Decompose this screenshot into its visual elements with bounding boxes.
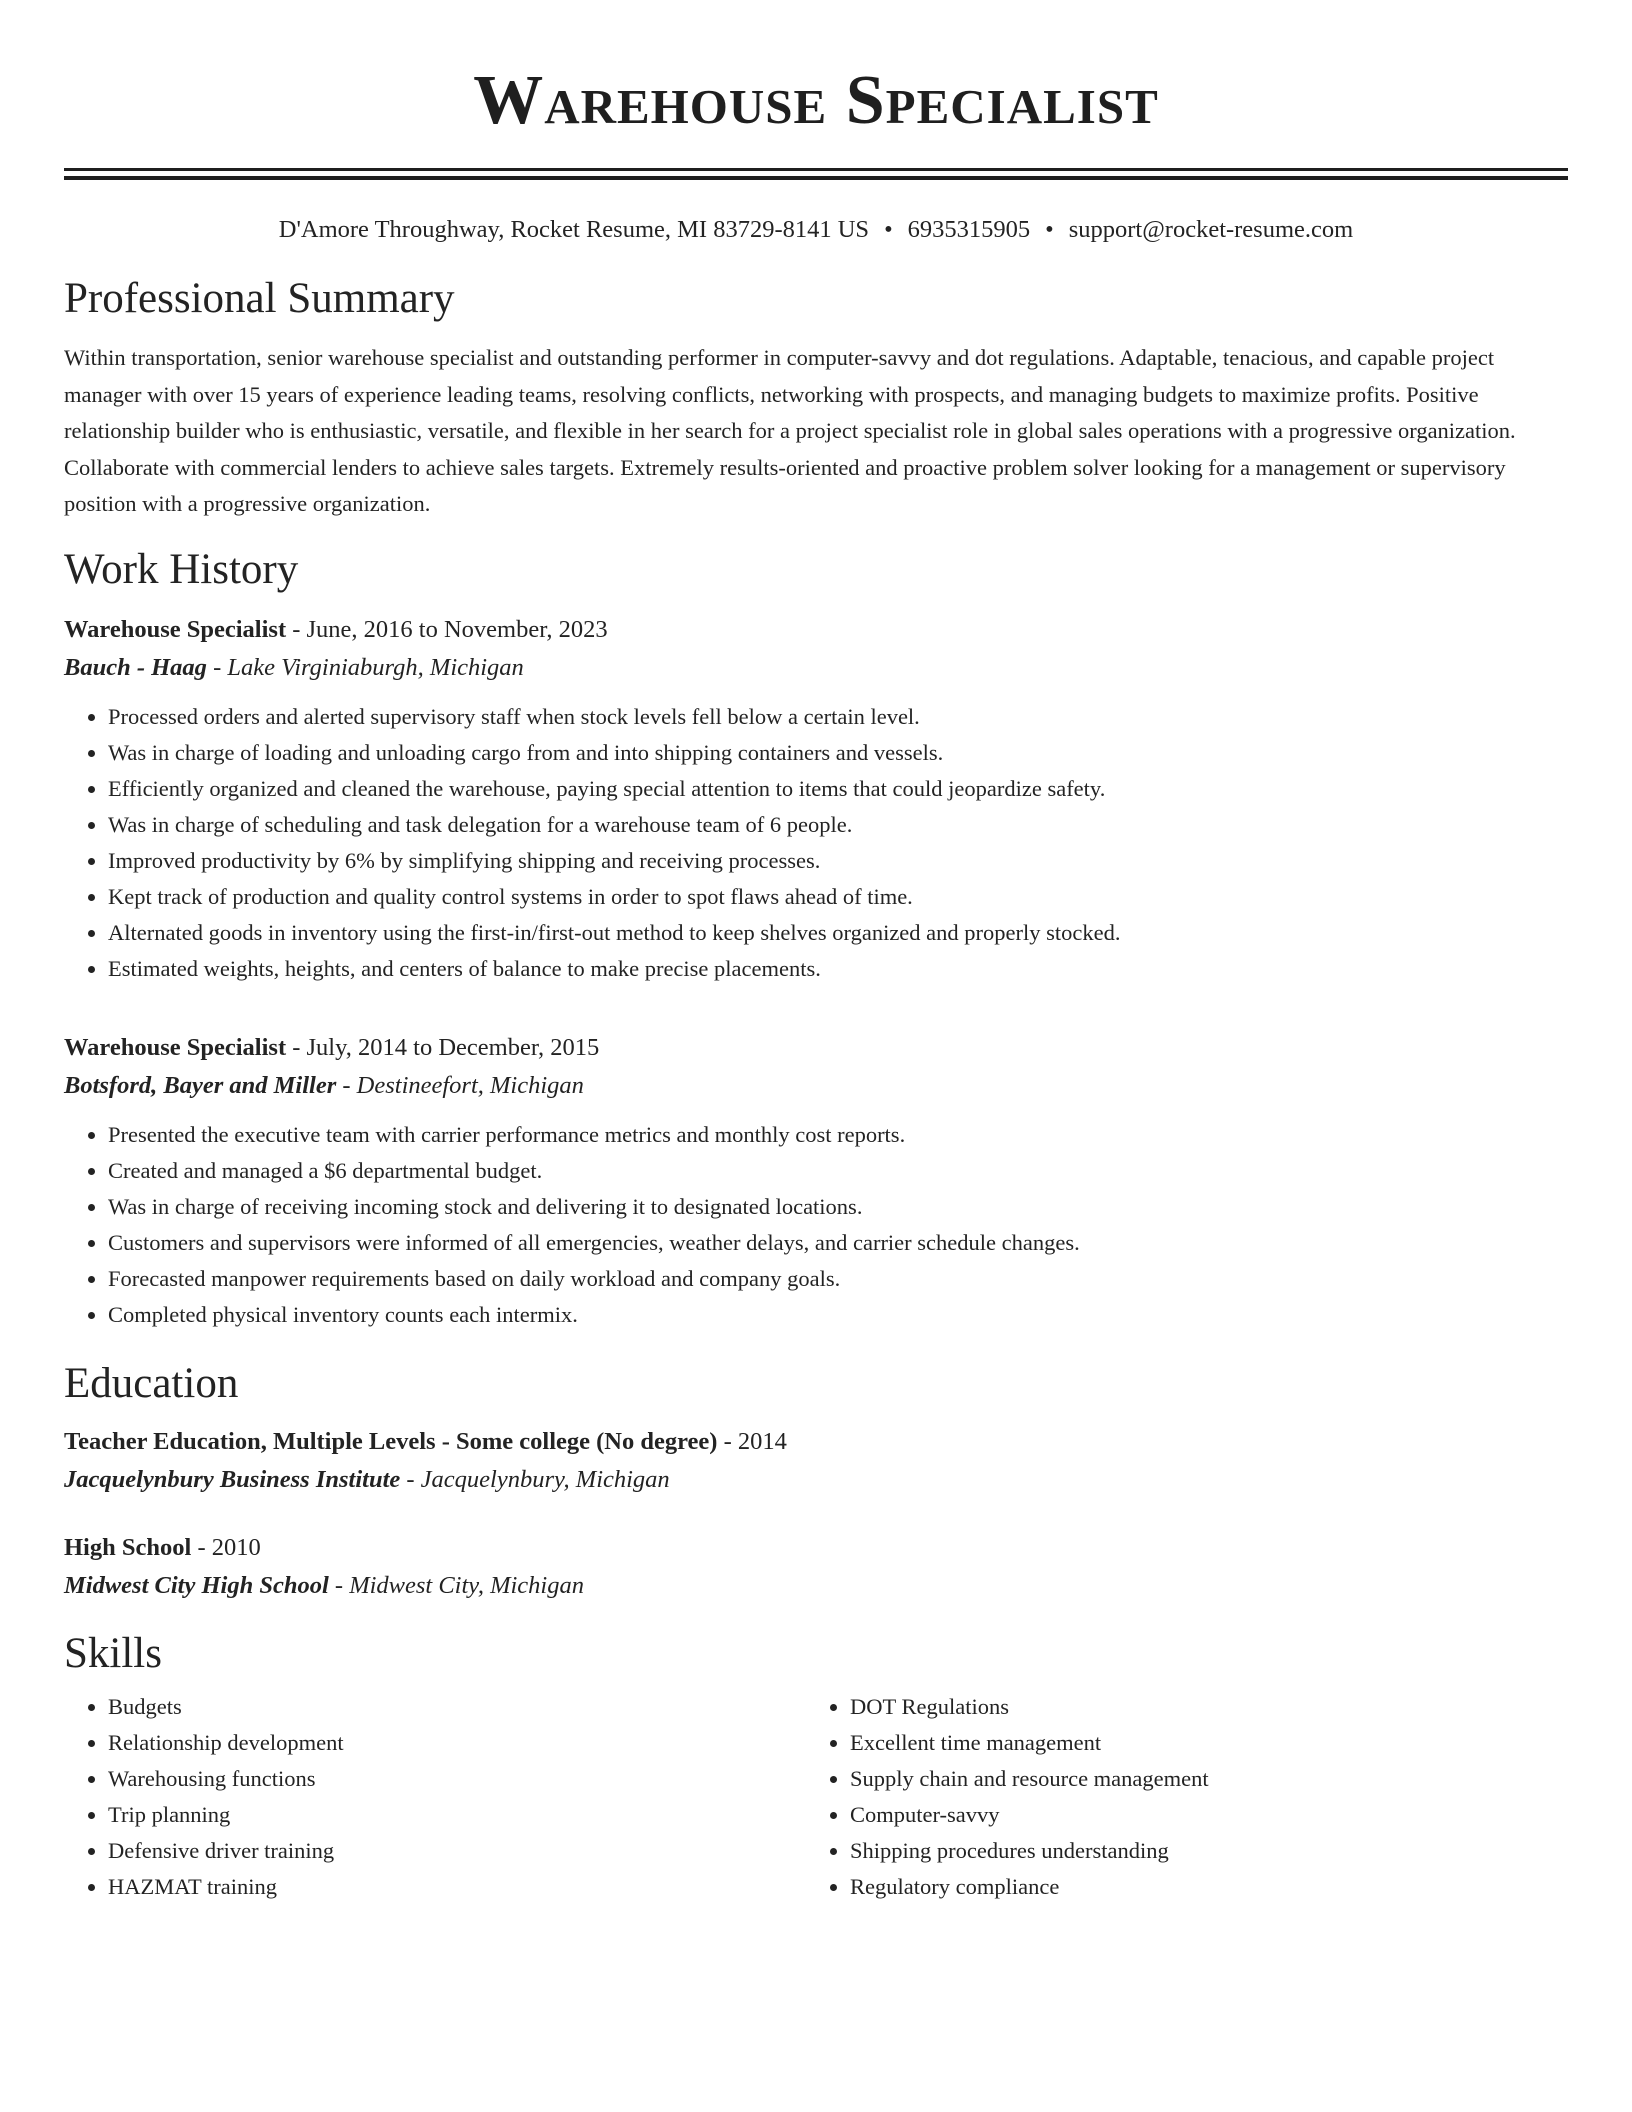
education-degree: High School bbox=[64, 1533, 192, 1561]
education-location: - Jacquelynbury, Michigan bbox=[400, 1465, 670, 1493]
contact-line bbox=[64, 214, 1568, 246]
skills-heading: Skills bbox=[64, 1629, 162, 1677]
education-degree-line bbox=[64, 1423, 1568, 1461]
skills-column-right bbox=[806, 1689, 1548, 1905]
list-item: • Estimated weights, heights, and centers of balance to make precise placements. bbox=[108, 951, 1568, 987]
list-item: • Kept track of production and quality control systems in order to spot flaws ahead of time. bbox=[108, 879, 1568, 915]
list-item: • Processed orders and alerted supervisory staff when stock levels fell below a certain level. bbox=[108, 699, 1568, 735]
list-item: • Alternated goods in inventory using the first-in/first-out method to keep shelves organized and properly stocked. bbox=[108, 915, 1568, 951]
list-item: • Was in charge of loading and unloading cargo from and into shipping containers and vessels. bbox=[108, 735, 1568, 771]
summary-heading: Professional Summary bbox=[64, 275, 455, 322]
job-role: Warehouse Specialist bbox=[64, 1033, 287, 1061]
job-company-line bbox=[64, 1067, 1568, 1105]
list-item: • Created and managed a $6 departmental budget. bbox=[108, 1153, 1568, 1189]
contact-phone: 6935315905 bbox=[907, 216, 1031, 243]
contact-email: support@rocket-resume.com bbox=[1068, 216, 1354, 243]
education-school-line bbox=[64, 1461, 1568, 1499]
job-entry bbox=[64, 1029, 1568, 1333]
skill-item: • Regulatory compliance bbox=[850, 1869, 1548, 1905]
job-title-line bbox=[64, 611, 1568, 649]
summary-text: Within transportation, senior warehouse specialist and outstanding performer in computer-savvy and dot regulations. Adaptable, tenacious, and capable project manager with over 15 years of experience leading teams, resolving conflicts, networking with prospects, and managing budgets to maximize profits. Positive relationship builder who is enthusiastic, versatile, and flexible in her search for a project specialist role in global sales operations with a progressive organization. Collaborate with commercial lenders to achieve sales targets. Extremely results-oriented and proactive problem solver looking for a management or supervisory position with a progressive organization. bbox=[64, 345, 1516, 516]
list-item: • Forecasted manpower requirements based on daily workload and company goals. bbox=[108, 1261, 1568, 1297]
job-bullets bbox=[64, 1117, 1568, 1333]
skill-item: • Excellent time management bbox=[850, 1725, 1548, 1761]
education-degree: Teacher Education, Multiple Levels - Some college (No degree) bbox=[64, 1427, 718, 1455]
skill-item: • Trip planning bbox=[108, 1797, 806, 1833]
header-divider bbox=[64, 168, 1568, 180]
education-entry bbox=[64, 1529, 1568, 1605]
job-company: Botsford, Bayer and Miller bbox=[64, 1071, 337, 1099]
job-company: Bauch - Haag bbox=[64, 653, 207, 681]
job-entry bbox=[64, 611, 1568, 987]
job-role: Warehouse Specialist bbox=[64, 615, 287, 643]
contact-address: D'Amore Throughway, Rocket Resume, MI 83729-8141 US bbox=[278, 216, 870, 243]
education-year: - 2014 bbox=[717, 1427, 787, 1455]
skill-item: • Warehousing functions bbox=[108, 1761, 806, 1797]
skill-item: • Computer-savvy bbox=[850, 1797, 1548, 1833]
list-item: • Improved productivity by 6% by simplifying shipping and receiving processes. bbox=[108, 843, 1568, 879]
job-dates: - June, 2016 to November, 2023 bbox=[286, 615, 608, 643]
list-item: • Customers and supervisors were informed of all emergencies, weather delays, and carrier schedule changes. bbox=[108, 1225, 1568, 1261]
list-item: • Efficiently organized and cleaned the warehouse, paying special attention to items that could jeopardize safety. bbox=[108, 771, 1568, 807]
skills-column-left bbox=[64, 1689, 806, 1905]
job-bullets bbox=[64, 699, 1568, 987]
job-location: - Destineefort, Michigan bbox=[336, 1071, 584, 1099]
skill-item: • HAZMAT training bbox=[108, 1869, 806, 1905]
skill-item: • Defensive driver training bbox=[108, 1833, 806, 1869]
education-school: Jacquelynbury Business Institute bbox=[64, 1465, 401, 1493]
job-dates: - July, 2014 to December, 2015 bbox=[286, 1033, 600, 1061]
job-location: - Lake Virginiaburgh, Michigan bbox=[206, 653, 524, 681]
contact-separator: • bbox=[884, 216, 893, 243]
education-school: Midwest City High School bbox=[64, 1571, 329, 1599]
contact-separator: • bbox=[1045, 216, 1054, 243]
resume-name: Warehouse Specialist bbox=[473, 62, 1159, 139]
work-history-heading: Work History bbox=[64, 545, 299, 593]
education-entry bbox=[64, 1423, 1568, 1499]
skill-item: • Supply chain and resource management bbox=[850, 1761, 1548, 1797]
skill-item: • DOT Regulations bbox=[850, 1689, 1548, 1725]
education-degree-line bbox=[64, 1529, 1568, 1567]
skill-item: • Budgets bbox=[108, 1689, 806, 1725]
list-item: • Completed physical inventory counts each intermix. bbox=[108, 1297, 1568, 1333]
list-item: • Was in charge of receiving incoming stock and delivering it to designated locations. bbox=[108, 1189, 1568, 1225]
education-heading: Education bbox=[64, 1359, 239, 1407]
list-item: • Presented the executive team with carrier performance metrics and monthly cost reports. bbox=[108, 1117, 1568, 1153]
education-year: - 2010 bbox=[191, 1533, 261, 1561]
job-company-line bbox=[64, 649, 1568, 687]
education-location: - Midwest City, Michigan bbox=[328, 1571, 584, 1599]
job-title-line bbox=[64, 1029, 1568, 1067]
skill-item: • Shipping procedures understanding bbox=[850, 1833, 1548, 1869]
skill-item: • Relationship development bbox=[108, 1725, 806, 1761]
education-school-line bbox=[64, 1567, 1568, 1605]
skills-grid bbox=[64, 1689, 1568, 1905]
list-item: • Was in charge of scheduling and task delegation for a warehouse team of 6 people. bbox=[108, 807, 1568, 843]
